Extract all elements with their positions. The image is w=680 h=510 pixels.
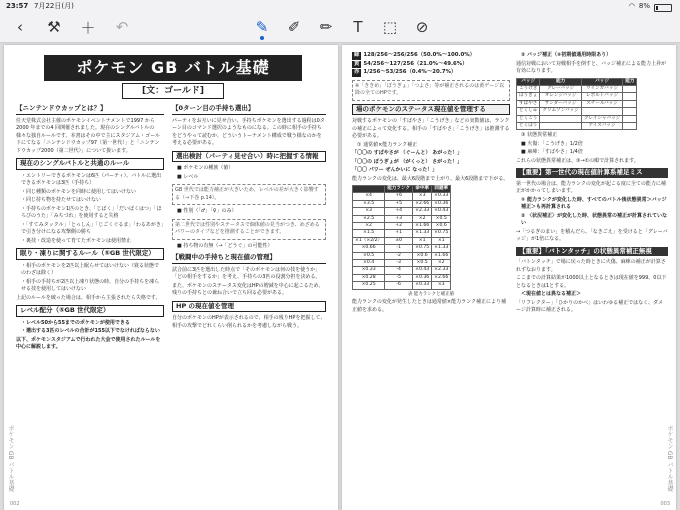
paragraph: 能力ランクの変化は、最大6段階まで上がり、最大6段階まで下がる。 (352, 175, 509, 182)
paragraph: ここまでの計算結果が1000以上となるときは現在値を999、0以下となるときは1とする。 (516, 275, 667, 289)
table-cell: オレンジバッジ (540, 93, 581, 100)
table-cell: こうけき (517, 85, 540, 92)
table-cell: ×2 (432, 260, 451, 267)
table-cell: ×0.33 (413, 282, 432, 289)
table-cell: ×0.36 (413, 274, 432, 281)
page-number: 003 (660, 501, 670, 507)
stage-range: 1/256〜53/256（0.4%〜20.7%） (363, 69, 457, 75)
table-cell (623, 93, 637, 100)
table-header: 能力ランク (385, 186, 413, 193)
table-header: 命中率 (413, 186, 432, 193)
code-line: 「〇〇 パワー ぜんかいに なった！」 (352, 167, 438, 173)
table-header: バッジ (581, 78, 622, 85)
status-time: 23:57 (6, 2, 29, 10)
table-cell: ×3 (432, 282, 451, 289)
table-cell: -2 (385, 252, 413, 259)
left-column-2 (172, 101, 326, 331)
status-bar (0, 0, 680, 12)
paragraph: 任天堂株式会社主催のポケモンイベントナメントで1997 から2000 年までの4 回開催されました。現在のシングルバトルの様々な独自ルールです。本書はその中で主にスタジアム・ゴールドにてなる「ニンテンドウカップ97（第一世代）」と「ニンテンドウカップ2000（第二世代）」について扱います。 (16, 117, 161, 154)
list-item: ■ 麻痺：「すばやさ」1/4倍 (521, 149, 583, 156)
list-item: ・エントリーできるポケモンは6匹（パーティ）、バトルに選出できるポケモンは3匹（手持ち） (21, 172, 162, 186)
paragraph: 対戦するポケモンの「すばやさ」「こうげき」などの実数値は、ランクの補正によって変化する。相手の「すばやさ」「こうげき」は推測する必要がある。 (352, 118, 510, 139)
table-cell: ×2.66 (413, 200, 432, 207)
list-item: ・同じ持ち物を持たせてはいけない (21, 197, 102, 203)
paragraph: 上記のルールを破った場合は、相手から主張されたら失格です。 (16, 294, 161, 301)
eraser-icon[interactable]: ⊘ (415, 18, 429, 36)
list-item: ・レベル50から55までのポケモンが使用できる (21, 319, 130, 326)
table-cell: ×3 (353, 208, 385, 215)
table-cell: サンダーバッジ (540, 100, 581, 107)
table-cell: ×0.43 (413, 267, 432, 274)
section-heading: 【重要】「バトンタッチ」の状態異常補正無視 (516, 247, 668, 257)
table-row (353, 200, 451, 207)
code-line: 「〇〇の ぼうぎょが （がくっと） さがった！」 (352, 158, 463, 165)
table-row (353, 245, 451, 252)
right-column-2 (516, 51, 668, 316)
list-item: ② バッジ補正（⑤初期値通用時限あり） (521, 52, 612, 58)
table-cell: ×2.33 (432, 267, 451, 274)
section-heading: 【ニンテンドウカップとは？】 (16, 104, 164, 115)
list-item: ■ 持ち物の有無（→「どうぐ」の可能性） (177, 242, 273, 249)
section-heading: レベル配分（⑤GB 世代限定） (16, 305, 164, 317)
table-cell: ×1.66 (413, 223, 432, 230)
text-icon[interactable]: T (353, 18, 363, 36)
stage-mark: 赤 (354, 69, 360, 75)
badge-table (516, 78, 637, 131)
table-cell: ×2.33 (413, 208, 432, 215)
table-cell: +2 (385, 223, 413, 230)
paragraph: また、ポケモンのステータス変化はHPの増減を中心に起こるため、残りの手持ちとの兼ね合いで立ち回る必要がある。 (172, 282, 324, 296)
table-cell: -5 (385, 274, 413, 281)
table-cell: ×0.4 (353, 260, 385, 267)
table-row (353, 267, 451, 274)
paragraph: 能力ランクの変化が発生したときは通常値×能力ランク補正により補正値を求める。 (352, 299, 506, 313)
paragraph: これらの状態異常補正は、③→①の順で計算されます。 (516, 157, 639, 164)
paragraph: 自分のポケモンのHPが表示されるので、相手の残りHPを把握して、相手の攻撃でどれくらい削られるかを考慮しながら戦う。 (172, 315, 326, 329)
table-cell: +6 (385, 193, 413, 200)
page-title: ポケモン GB バトル基礎 (44, 55, 302, 81)
table-cell: ×3 (413, 193, 432, 200)
list-item: ・相手の手持ちが2匹以上凍り状態の時、自分の手持ちを凍らせる技を使用してはいけない (21, 278, 160, 292)
table-cell: ×3.5 (353, 200, 385, 207)
table-row (517, 108, 637, 115)
paragraph: 以下、ポケモンスタジアムで行われた大会で使用されたルールを中心に解説します。 (16, 336, 161, 350)
section-heading: 【重要】第一世代の現在値計算系補足ミス (516, 168, 668, 178)
table-row (353, 274, 451, 281)
table-cell: ×2 (353, 223, 385, 230)
table-cell: ×0.5 (353, 252, 385, 259)
section-heading: 現在のシングルバトルと共通のルール (16, 158, 164, 170)
table-row (353, 223, 451, 230)
page-number: 002 (10, 501, 20, 507)
table-header: 能力 (623, 78, 637, 85)
table-cell: ×1 (432, 237, 451, 244)
table-cell: ×0.5 (432, 215, 451, 222)
section-heading: 選出検討（パーティ見せ合い）時に把握する情報 (172, 151, 326, 163)
side-label: ポケモン GB バトル基礎 (666, 425, 673, 492)
list-item: ・同じ種類のポケモンを同時に使用してはいけない (21, 188, 137, 195)
table-cell: ×0.5 (413, 260, 432, 267)
status-date: 7月22日(月) (34, 2, 74, 10)
table-header: 能力 (540, 78, 581, 85)
section-heading: 【戦闘中の手持ちと現在値の管理】 (172, 253, 326, 264)
table-row (353, 237, 451, 244)
table-cell: ×0.6 (432, 223, 451, 230)
list-item: ・手持ちのポケモン1匹のとき、「じばく」「だいばくはつ」「ほろびのうた」「みちづれ」を使用すると失格 (21, 205, 162, 219)
table-cell: +5 (385, 200, 413, 207)
table-caption: 表 能力ランクと補正値 (407, 291, 455, 297)
stage-mark: 緑 (354, 52, 360, 58)
note-box: ※「ききめ」「ぼうぎょ」「つよさ」等が補正されるのは黄ゲージ以降の全てのHPです。 (352, 80, 510, 101)
table-cell (623, 115, 637, 122)
table-row (517, 100, 637, 107)
list-item: ・裏技・改造を使って育てたポケモンは使用禁止 (21, 237, 132, 244)
table-cell: アイスバッジ (581, 122, 622, 129)
paragraph: 第一世代の場合は、能力ランクの変化が起こる度に全ての能力に補正がかかってしまいます。 (516, 180, 666, 195)
paragraph: →「つるぎのまい」を積んだら、「なきごえ」を受けると「グレーバッジ」が1倍になる。 (516, 228, 668, 243)
list-item: ・「すてみタックル」「とっしん」「じごくぐるま」「わるあがき」で引き分けになる攻撃側の勝ち (21, 221, 164, 235)
table-cell: グレイシャバッジ (581, 115, 622, 122)
table-header: 回避率 (432, 186, 451, 193)
list-item: ■ 性別（「♂」「♀」のみ） (177, 208, 237, 214)
table-cell: +1 (385, 230, 413, 237)
table-cell: ×0.6 (413, 252, 432, 259)
page-left (4, 45, 338, 510)
table-cell: ×0.36 (432, 200, 451, 207)
table-cell: とくしゅ (517, 108, 540, 115)
table-cell (623, 100, 637, 107)
hp-stage-row (352, 52, 510, 60)
side-label: ポケモン GB バトル基礎 (7, 425, 14, 492)
table-row (517, 85, 637, 92)
wrench-icon[interactable]: ⚒ (47, 18, 61, 36)
chevron-left-icon[interactable]: ‹ (17, 18, 23, 36)
list-item: ③ 状態異常補正 (521, 132, 558, 139)
stage-range: 128/256〜256/256（50.0%〜100.0%） (363, 52, 476, 58)
table-cell: ×1.33 (413, 230, 432, 237)
table-row (353, 282, 451, 289)
paragraph: パーティをお互いに見せ合い、手持ちポケモンを選出する過程は0ターン目のコマンド選択のようなものになる。この時に相手の手持ちをどうやって読むか、どういうトーナメント構成で戦う様なのかを考える必要がある。 (172, 117, 325, 146)
undo-icon[interactable]: ↶ (115, 18, 129, 36)
table-cell: ぼうぎょ (517, 93, 540, 100)
list-item: ■ ポケモンの種族（値） (177, 165, 234, 171)
table-cell: ×0.75 (432, 230, 451, 237)
note-box: GB 世代では能力補正が大きいため、レベルの差が大きく影響する（→下巻 p.14）。 (172, 184, 326, 205)
paragraph: 「リフレクター」「ひかりのかべ」はいわゆる補正ではなく、ダメージ計算時に補正される。 (516, 299, 664, 314)
table-cell: ±0 (385, 237, 413, 244)
battery-percent: 8% (638, 2, 650, 10)
table-cell: とくぼう (517, 122, 540, 129)
list-item: ■ 火傷：「こうげき」1/2倍 (521, 140, 583, 147)
table-cell: ×1.33 (432, 245, 451, 252)
page-right (342, 45, 676, 510)
rank-table (352, 185, 451, 290)
table-row (353, 215, 451, 222)
paragraph: 通信対戦において対戦相手を倒すと、バッジ補正による能力上昇が有効になります。 (516, 60, 667, 74)
author-label: [文：ゴールド] (122, 83, 224, 99)
table-cell: スチールバッジ (581, 100, 622, 107)
pencil-icon[interactable]: ✏ (319, 18, 333, 36)
lasso-icon[interactable]: ⬚ (382, 18, 398, 36)
right-column-1 (352, 51, 510, 315)
table-cell: レボルトバッジ (581, 93, 622, 100)
list-item: ＜現在値とは異なる補正＞ (521, 291, 582, 298)
plus-icon[interactable]: ＋ (80, 18, 96, 37)
stage-range: 54/256〜127/256（21.0%〜49.6%） (363, 60, 468, 67)
table-cell (623, 85, 637, 92)
list-item: ・選出する3匹のレベルの合計が155以下でなければならない (21, 328, 160, 334)
table-row (517, 122, 637, 129)
stage-mark: 黄 (354, 60, 360, 67)
list-item: ① 通常値×能力ランク補正 (357, 141, 418, 148)
table-cell: ×0.66 (353, 245, 385, 252)
table-cell: -1 (385, 245, 413, 252)
table-row (353, 193, 451, 200)
table-row (517, 115, 637, 122)
table-cell: ×2 (413, 215, 432, 222)
code-line: 「〇〇の すばやさが （ぐーんと） あがった！」 (352, 150, 463, 156)
table-cell: ×1（×2/2） (353, 237, 385, 244)
table-cell: ×0.43 (432, 208, 451, 215)
table-header (353, 186, 385, 193)
table-row (353, 260, 451, 267)
status-right (629, 0, 672, 12)
table-row (353, 252, 451, 259)
table-cell: +3 (385, 215, 413, 222)
table-cell: ウインガバッジ (581, 85, 622, 92)
table-cell: +4 (385, 208, 413, 215)
table-header: バッジ (517, 78, 540, 85)
list-item: ・相手のポケモンを2匹以上眠らせてはいけない（寝る状態でのわざは除く） (21, 262, 160, 276)
table-cell: クリムゾンバッジ (540, 108, 581, 115)
table-row (517, 93, 637, 100)
table-cell: -3 (385, 260, 413, 267)
table-cell: ×0.25 (353, 282, 385, 289)
table-cell (623, 108, 637, 115)
table-cell: -4 (385, 267, 413, 274)
table-cell: ×0.75 (413, 245, 432, 252)
table-cell: とくこう (517, 115, 540, 122)
marker-icon[interactable]: ✐ (287, 18, 301, 36)
table-cell: ×1.66 (432, 252, 451, 259)
table-row (353, 208, 451, 215)
section-heading: 場のポケモンのステータス現在値を管理する (352, 104, 510, 116)
section-heading: 眠り・凍りに関するルール（⑤GB 世代限定） (16, 248, 164, 260)
table-cell: ×4 (353, 193, 385, 200)
table-cell: ×2.66 (432, 274, 451, 281)
battery-icon (654, 4, 672, 12)
table-cell: ×1.5 (353, 230, 385, 237)
hp-stage-row (352, 69, 510, 77)
table-cell (540, 115, 581, 122)
annotation-toolbar (0, 12, 680, 43)
table-cell: ×0.33 (353, 267, 385, 274)
pen-icon[interactable]: ✎ (252, 17, 272, 37)
table-cell: -6 (385, 282, 413, 289)
table-cell: ×0.28 (353, 274, 385, 281)
table-cell: すばやさ (517, 100, 540, 107)
table-cell: ×0.33 (432, 193, 451, 200)
paragraph: 「バトンタッチ」で場に戻った時ときに火傷、麻痺の補正が計算されずなおります。 (516, 259, 666, 273)
table-cell: グレーバッジ (540, 85, 581, 92)
section-heading: 【0ターン目の手持ち選出】 (172, 104, 326, 115)
left-column-1 (16, 101, 164, 353)
list-item: ① 能力ランクが変化した時、すべてのバトル後状態異常＞バッジ補正＞も再計算される (521, 196, 667, 211)
table-cell (623, 122, 637, 129)
table-row (353, 230, 451, 237)
list-item: ■ レベル (177, 173, 199, 180)
note-box: 第二世代では性別やステータスで個体値の見当がつき、めざめるパワーのタイプなどを推測することができます。 (172, 219, 326, 240)
table-cell: ×2.5 (353, 215, 385, 222)
section-heading: HP の現在値を管理 (172, 301, 326, 313)
document-view[interactable] (0, 43, 680, 510)
table-cell: ×1 (413, 237, 432, 244)
table-cell (581, 108, 622, 115)
paragraph: 試合前に3匹を選出した時点で「そのポケモンは何の技を使うか」「どの相手をするか」を考え、手持ちの3匹の役割分担を決める。 (172, 266, 321, 280)
hp-stage-row (352, 61, 510, 69)
wifi-icon: ◠ (628, 2, 635, 10)
list-item: ② 〈状況補正〉が変化した時、状態異常の補正が計算されていない (521, 212, 667, 227)
table-cell (540, 122, 581, 129)
